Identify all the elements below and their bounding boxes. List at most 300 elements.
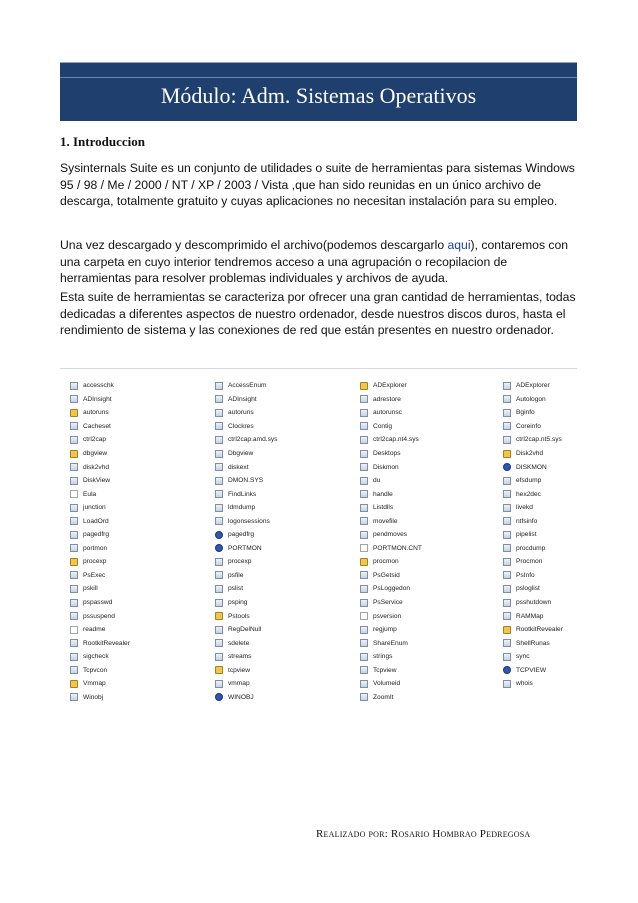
header-banner	[60, 62, 577, 121]
app-icon	[503, 544, 511, 552]
app-icon	[70, 477, 78, 485]
file-item[interactable]	[70, 609, 130, 623]
file-name: streams	[228, 653, 252, 661]
file-name: tcpview	[228, 666, 250, 674]
app-icon	[503, 639, 511, 647]
app-icon	[215, 626, 223, 634]
file-item[interactable]	[503, 542, 563, 556]
file-name: Tcpvcon	[83, 666, 108, 674]
file-name: strings	[373, 653, 393, 661]
file-item[interactable]	[215, 379, 277, 393]
app-icon	[360, 450, 368, 458]
paragraph-2-text-start: Una vez descargado y descomprimido el archivo(podemos descargarlo	[60, 238, 448, 252]
file-item[interactable]	[215, 420, 277, 434]
footer-label-realizado: Realizado	[316, 828, 366, 840]
app-icon	[503, 422, 511, 430]
file-item[interactable]	[70, 677, 130, 691]
file-item[interactable]	[503, 663, 563, 677]
file-name: logonsessions	[228, 517, 270, 525]
file-name: vmmap	[228, 680, 250, 688]
file-name: autorunsc	[373, 409, 402, 417]
app-icon	[70, 436, 78, 444]
file-name: regjump	[373, 626, 397, 634]
app-icon	[360, 693, 368, 701]
help-icon	[503, 450, 511, 458]
app-icon	[360, 490, 368, 498]
file-name: sdelete	[228, 639, 250, 647]
app-icon	[503, 571, 511, 579]
file-column-1	[70, 379, 130, 704]
service-icon	[215, 693, 223, 701]
file-item[interactable]	[215, 542, 277, 556]
app-icon	[360, 517, 368, 525]
app-icon	[215, 436, 223, 444]
file-item[interactable]	[70, 433, 130, 447]
file-name: ShellRunas	[516, 639, 550, 647]
file-name: ADInsight	[83, 395, 112, 403]
file-column-3	[360, 379, 422, 704]
file-name: AccessEnum	[228, 382, 267, 390]
file-item[interactable]	[360, 433, 422, 447]
file-item[interactable]	[360, 420, 422, 434]
file-name: Pstools	[228, 612, 250, 620]
file-item[interactable]	[70, 420, 130, 434]
file-name: DMON.SYS	[228, 477, 264, 485]
file-name: Dbgview	[228, 450, 254, 457]
file-item[interactable]	[70, 474, 130, 488]
file-item[interactable]	[215, 528, 277, 542]
service-icon	[215, 531, 223, 539]
app-icon	[360, 409, 368, 417]
file-name: autoruns	[83, 409, 109, 417]
file-name: RAMMap	[516, 612, 544, 620]
app-icon	[215, 422, 223, 430]
file-name: WINOBJ	[228, 693, 254, 701]
app-icon	[503, 531, 511, 539]
app-icon	[360, 436, 368, 444]
file-item[interactable]	[503, 379, 563, 393]
file-name: psping	[228, 599, 248, 607]
file-name: Autologon	[516, 395, 546, 403]
file-item[interactable]	[70, 514, 130, 528]
file-item[interactable]	[215, 501, 277, 515]
app-icon	[503, 382, 511, 390]
file-item[interactable]	[70, 691, 130, 705]
app-icon	[70, 612, 78, 620]
app-icon	[70, 544, 78, 552]
file-name: PsLoggedon	[373, 585, 411, 593]
file-item[interactable]	[503, 447, 563, 461]
app-icon	[70, 395, 78, 403]
file-name: Desktops	[373, 450, 401, 457]
file-name: pslist	[228, 585, 244, 593]
app-icon	[215, 409, 223, 417]
file-item[interactable]	[503, 406, 563, 420]
file-item[interactable]	[503, 636, 563, 650]
file-item[interactable]	[70, 460, 130, 474]
app-icon	[215, 450, 223, 458]
file-name: TCPVIEW	[516, 666, 547, 674]
file-item[interactable]	[215, 691, 277, 705]
file-name: pskill	[83, 585, 98, 593]
file-name: Eula	[83, 490, 97, 498]
app-icon	[503, 477, 511, 485]
file-name: pagedfrg	[228, 531, 255, 539]
file-name: du	[373, 477, 381, 485]
app-icon	[503, 680, 511, 688]
file-name: Cacheset	[83, 422, 111, 430]
app-icon	[215, 490, 223, 498]
intro-paragraph-1: Sysinternals Suite es un conjunto de utilidades o suite de herramientas para sistemas Windows 95 / 98 / Me / 2000 / NT / XP / 2003 / Vista ,que han sido reunidas en un único archivo de descarga, totalmente gratuito y cuyas aplicaciones no necesitan instalación para su empleo.	[60, 161, 575, 208]
file-item[interactable]	[70, 406, 130, 420]
file-name: sync	[516, 653, 530, 661]
file-name: readme	[83, 626, 106, 634]
file-item[interactable]	[360, 514, 422, 528]
file-item[interactable]	[70, 447, 130, 461]
file-name: ctrl2cap	[83, 436, 107, 444]
app-icon	[360, 571, 368, 579]
file-name: pagedfrg	[83, 531, 110, 539]
app-icon	[360, 585, 368, 593]
file-item[interactable]	[360, 501, 422, 515]
file-item[interactable]	[215, 677, 277, 691]
file-name: psversion	[373, 612, 402, 620]
file-item[interactable]	[360, 406, 422, 420]
app-icon	[360, 599, 368, 607]
file-item[interactable]	[503, 582, 563, 596]
file-name: ntfsinfo	[516, 517, 538, 525]
file-name: Coreinfo	[516, 422, 541, 430]
file-name: psloglist	[516, 585, 540, 593]
app-icon	[70, 599, 78, 607]
file-item[interactable]	[503, 420, 563, 434]
footer-author: Rosario Hombrao Pedregosa	[390, 828, 531, 840]
file-column-4	[503, 379, 563, 691]
file-name: ctrl2cap.nt5.sys	[516, 436, 562, 444]
file-item[interactable]	[503, 569, 563, 583]
app-icon	[70, 666, 78, 674]
file-name: pssuspend	[83, 612, 115, 620]
file-name: ADExplorer	[516, 382, 550, 390]
file-item[interactable]	[503, 677, 563, 691]
page-title: Módulo: Adm. Sistemas Operativos	[160, 83, 477, 108]
app-icon	[215, 680, 223, 688]
file-item[interactable]	[215, 393, 277, 407]
file-name: Winobj	[83, 693, 104, 701]
header-divider	[60, 77, 577, 78]
file-name: ADExplorer	[373, 382, 407, 390]
file-name: efsdump	[516, 477, 542, 485]
file-item[interactable]	[215, 433, 277, 447]
help-icon	[503, 626, 511, 634]
help-icon	[360, 558, 368, 566]
file-name: Bginfo	[516, 409, 535, 417]
file-name: Contig	[373, 422, 393, 430]
file-name: pendmoves	[373, 531, 408, 539]
file-item[interactable]	[70, 636, 130, 650]
app-icon	[360, 666, 368, 674]
file-item[interactable]	[360, 582, 422, 596]
app-icon	[360, 653, 368, 661]
service-icon	[503, 666, 511, 674]
app-icon	[215, 517, 223, 525]
section-title: 1. Introduccion	[60, 134, 145, 149]
file-name: Volumeid	[373, 680, 401, 688]
app-icon	[503, 395, 511, 403]
file-item[interactable]	[215, 596, 277, 610]
file-name: PsGetsid	[373, 571, 400, 579]
app-icon	[503, 504, 511, 512]
file-item[interactable]	[70, 623, 130, 637]
app-icon	[503, 599, 511, 607]
app-icon	[215, 585, 223, 593]
file-name: junction	[83, 504, 106, 512]
app-icon	[503, 612, 511, 620]
file-name: ctrl2cap.nt4.sys	[373, 436, 419, 444]
file-name: dbgview	[83, 450, 108, 457]
file-item[interactable]	[360, 609, 422, 623]
file-item[interactable]	[360, 650, 422, 664]
app-icon	[215, 571, 223, 579]
help-icon	[70, 409, 78, 417]
file-item[interactable]	[215, 406, 277, 420]
app-icon	[215, 463, 223, 471]
file-item[interactable]	[360, 623, 422, 637]
app-icon	[360, 531, 368, 539]
app-icon	[360, 639, 368, 647]
file-item[interactable]	[503, 487, 563, 501]
file-name: pspasswd	[83, 599, 113, 607]
app-icon	[360, 477, 368, 485]
file-name: RegDelNull	[228, 626, 262, 634]
file-name: whois	[516, 680, 533, 688]
file-item[interactable]	[360, 528, 422, 542]
file-name: PsService	[373, 599, 403, 607]
app-icon	[70, 653, 78, 661]
file-name: diskext	[228, 463, 249, 471]
file-name: hex2dec	[516, 490, 541, 498]
app-icon	[215, 382, 223, 390]
file-item[interactable]	[503, 501, 563, 515]
file-name: accesschk	[83, 382, 114, 390]
app-icon	[215, 395, 223, 403]
app-icon	[70, 463, 78, 471]
app-icon	[70, 531, 78, 539]
file-name: Vmmap	[83, 680, 106, 688]
app-icon	[70, 504, 78, 512]
file-name: PORTMON	[228, 544, 262, 552]
app-icon	[70, 693, 78, 701]
help-icon	[70, 680, 78, 688]
file-item[interactable]	[70, 596, 130, 610]
app-icon	[503, 653, 511, 661]
file-item[interactable]	[503, 433, 563, 447]
app-icon	[503, 558, 511, 566]
file-item[interactable]	[70, 528, 130, 542]
file-name: PORTMON.CNT	[373, 544, 422, 552]
file-name: Listdlls	[373, 504, 394, 512]
file-item[interactable]	[215, 487, 277, 501]
file-name: handle	[373, 490, 393, 498]
intro-paragraph-2	[60, 237, 580, 287]
file-name: ctrl2cap.amd.sys	[228, 436, 278, 444]
file-item[interactable]	[360, 569, 422, 583]
app-icon	[360, 395, 368, 403]
file-item[interactable]	[215, 569, 277, 583]
file-item[interactable]	[215, 582, 277, 596]
service-icon	[215, 544, 223, 552]
file-item[interactable]	[360, 555, 422, 569]
app-icon	[70, 585, 78, 593]
file-name: PsInfo	[516, 571, 535, 579]
paragraph-2-text-end: ), contaremos con una carpeta en cuyo interior tendremos acceso a una agrupación o recopilacion de herramientas para resolver problemas individuales y archivos de ayuda.	[60, 238, 569, 285]
file-item[interactable]	[360, 393, 422, 407]
app-icon	[360, 422, 368, 430]
app-icon	[215, 653, 223, 661]
app-icon	[70, 382, 78, 390]
file-item[interactable]	[360, 460, 422, 474]
file-name: Procmon	[516, 558, 543, 566]
app-icon	[503, 436, 511, 444]
file-item[interactable]	[503, 623, 563, 637]
file-item[interactable]	[360, 487, 422, 501]
file-name: adrestore	[373, 395, 401, 403]
file-name: Tcpview	[373, 666, 397, 674]
footer-credit	[316, 828, 530, 840]
app-icon	[503, 585, 511, 593]
file-item[interactable]	[215, 636, 277, 650]
app-icon	[503, 409, 511, 417]
file-name: ShareEnum	[373, 639, 408, 647]
document-icon	[360, 544, 368, 552]
file-item[interactable]	[503, 555, 563, 569]
file-name: Diskmon	[373, 463, 399, 471]
app-icon	[360, 504, 368, 512]
help-icon	[215, 612, 223, 620]
download-link[interactable]: aqui	[447, 238, 471, 252]
app-icon	[215, 504, 223, 512]
file-item[interactable]	[215, 447, 277, 461]
file-name: movefile	[373, 517, 398, 525]
file-item[interactable]	[70, 582, 130, 596]
file-item[interactable]	[70, 650, 130, 664]
file-item[interactable]	[503, 596, 563, 610]
app-icon	[360, 463, 368, 471]
file-item[interactable]	[215, 663, 277, 677]
app-icon	[503, 517, 511, 525]
file-name: ADInsight	[228, 395, 257, 403]
file-name: DiskView	[83, 477, 110, 485]
file-item[interactable]	[360, 596, 422, 610]
file-name: RootkitRevealer	[516, 626, 563, 634]
file-name: sigcheck	[83, 653, 109, 661]
app-icon	[503, 490, 511, 498]
file-item[interactable]	[70, 569, 130, 583]
file-item[interactable]	[215, 623, 277, 637]
file-name: ldmdump	[228, 504, 256, 512]
file-name: Clockres	[228, 422, 254, 430]
app-icon	[215, 599, 223, 607]
intro-paragraph-3: Esta suite de herramientas se caracteriza por ofrecer una gran cantidad de herramientas, todas dedicadas a diferentes aspectos de nuestro ordenador, desde nuestros discos duros, hasta el rendimiento de sistema y las conexiones de red que están presentes en nuestro ordenador.	[60, 290, 576, 337]
file-name: procexp	[83, 558, 107, 566]
file-item[interactable]	[360, 663, 422, 677]
file-item[interactable]	[360, 691, 422, 705]
file-item[interactable]	[360, 447, 422, 461]
file-item[interactable]	[215, 609, 277, 623]
file-name: disk2vhd	[83, 463, 110, 471]
file-name: procdump	[516, 544, 546, 552]
file-name: LoadOrd	[83, 517, 109, 525]
file-item[interactable]	[70, 379, 130, 393]
file-item[interactable]	[215, 555, 277, 569]
file-item[interactable]	[360, 379, 422, 393]
file-item[interactable]	[360, 542, 422, 556]
file-item[interactable]	[70, 542, 130, 556]
file-name: autoruns	[228, 409, 254, 417]
file-item[interactable]	[503, 650, 563, 664]
file-item[interactable]	[70, 501, 130, 515]
file-item[interactable]	[503, 609, 563, 623]
file-item[interactable]	[360, 636, 422, 650]
footer-label-por: por:	[368, 828, 388, 840]
document-icon	[70, 626, 78, 634]
file-name: psshutdown	[516, 599, 552, 607]
app-icon	[360, 626, 368, 634]
file-name: psfile	[228, 571, 244, 579]
help-icon	[70, 558, 78, 566]
app-icon	[70, 571, 78, 579]
file-name: procmon	[373, 558, 399, 566]
file-item[interactable]	[503, 460, 563, 474]
file-item[interactable]	[503, 528, 563, 542]
file-item[interactable]	[503, 514, 563, 528]
file-name: pipelist	[516, 531, 537, 539]
app-icon	[215, 558, 223, 566]
file-item[interactable]	[215, 474, 277, 488]
help-icon	[215, 666, 223, 674]
file-item[interactable]	[503, 393, 563, 407]
file-item[interactable]	[70, 393, 130, 407]
file-name: Disk2vhd	[516, 450, 544, 457]
app-icon	[70, 422, 78, 430]
file-name: RootkitRevealer	[83, 639, 130, 647]
file-item[interactable]	[503, 474, 563, 488]
file-name: portmon	[83, 544, 108, 552]
file-name: FindLinks	[228, 490, 257, 498]
app-icon	[215, 477, 223, 485]
file-item[interactable]	[70, 487, 130, 501]
file-name: PsExec	[83, 571, 106, 579]
file-item[interactable]	[70, 555, 130, 569]
file-item[interactable]	[360, 677, 422, 691]
help-icon	[70, 450, 78, 458]
file-item[interactable]	[215, 650, 277, 664]
file-item[interactable]	[215, 460, 277, 474]
file-name: ZoomIt	[373, 693, 394, 701]
app-icon	[70, 639, 78, 647]
app-icon	[70, 517, 78, 525]
file-listing-screenshot	[60, 368, 577, 726]
app-icon	[215, 639, 223, 647]
document-icon	[360, 612, 368, 620]
service-icon	[503, 463, 511, 471]
file-name: procexp	[228, 558, 252, 566]
file-item[interactable]	[360, 474, 422, 488]
document-icon	[70, 490, 78, 498]
file-column-2	[215, 379, 277, 704]
file-item[interactable]	[70, 663, 130, 677]
file-item[interactable]	[215, 514, 277, 528]
